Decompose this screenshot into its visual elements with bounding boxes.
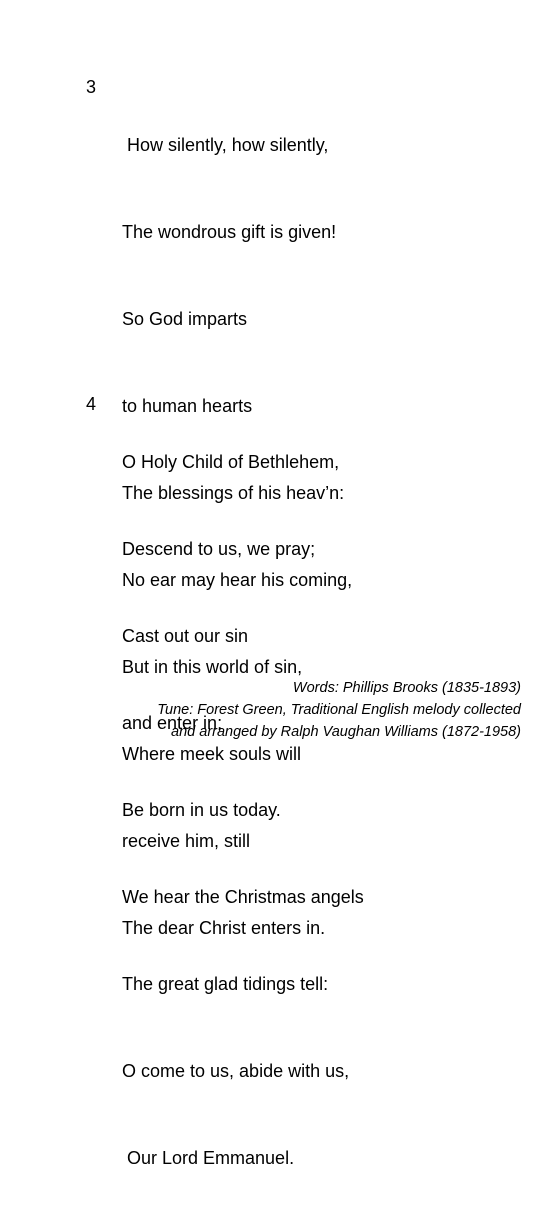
- verse-number: 4: [86, 394, 97, 414]
- verse-lines: [122, 390, 364, 1231]
- verse-number: 3: [86, 77, 97, 97]
- verse-line: O come to us, abide with us,: [122, 1061, 350, 1081]
- verse-line: So God imparts: [122, 309, 248, 329]
- verse-line: Our Lord Emmanuel.: [122, 1148, 295, 1168]
- verse-line: No ear may hear his coming,: [122, 570, 353, 590]
- hymn-credits: [157, 677, 521, 743]
- verse-line: Descend to us, we pray;: [122, 539, 316, 559]
- verse-line: Cast out our sin: [122, 626, 249, 646]
- verse-line: receive him, still: [122, 831, 251, 851]
- verse-line: How silently, how silently,: [122, 135, 329, 155]
- verse-line: and enter in;: [122, 713, 223, 733]
- verse-line: to human hearts: [122, 396, 253, 416]
- verse-line: We hear the Christmas angels: [122, 887, 364, 907]
- words-credit: Words: Phillips Brooks (1835-1893): [292, 680, 521, 696]
- verse-line: The dear Christ enters in.: [122, 918, 326, 938]
- verse-line: The blessings of his heav’n:: [122, 483, 345, 503]
- verse-line: Be born in us today.: [122, 800, 281, 820]
- verse-line: The wondrous gift is given!: [122, 222, 337, 242]
- verse-line: The great glad tidings tell:: [122, 974, 329, 994]
- tune-credit-line-1: Tune: Forest Green, Traditional English melody collected: [157, 702, 521, 718]
- tune-credit-line-2: and arranged by Ralph Vaughan Williams (1872-1958): [171, 724, 521, 740]
- verse-line: Where meek souls will: [122, 744, 302, 764]
- verse-line: O Holy Child of Bethlehem,: [122, 452, 340, 472]
- verse-line: But in this world of sin,: [122, 657, 303, 677]
